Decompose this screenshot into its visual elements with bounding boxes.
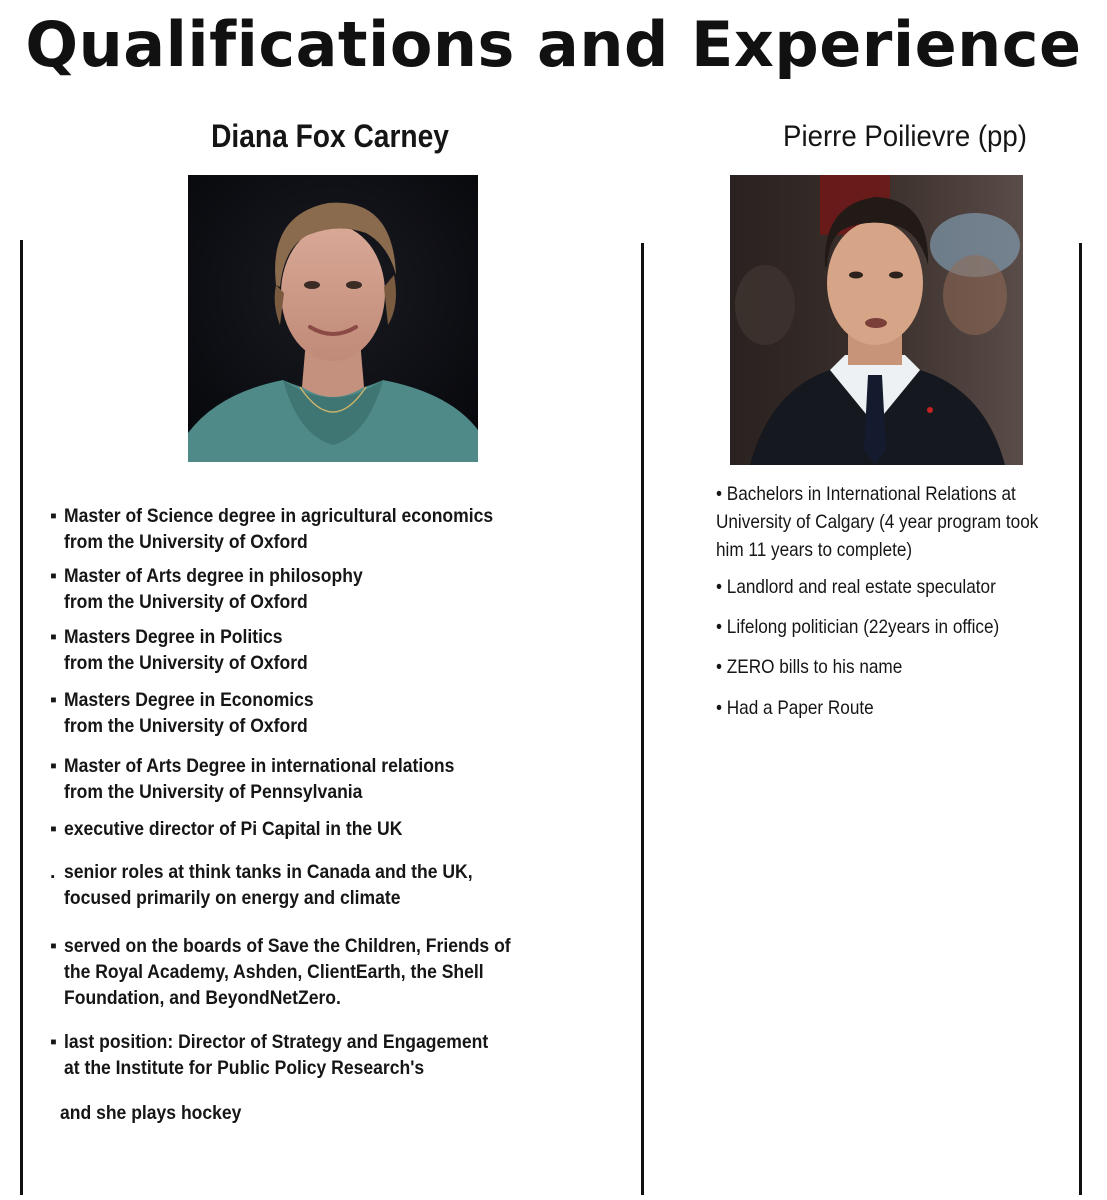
list-item: ▪ Master of Arts degree in philosophy from the University of Oxford: [50, 565, 363, 613]
list-item: • Lifelong politician (22years in office): [716, 616, 1000, 638]
left-portrait-photo: [188, 175, 478, 462]
list-item: ▪ last position: Director of Strategy and Engagement at the Institute for Public Policy Research's: [50, 1031, 489, 1079]
left-footer-note: and she plays hockey: [60, 1102, 242, 1124]
list-item: ▪ served on the boards of Save the Children, Friends of the Royal Academy, Ashden, ClientEarth, the Shell Foundation, and BeyondNetZero.: [50, 935, 511, 1009]
list-item: • Landlord and real estate speculator: [716, 576, 996, 598]
left-border-line: [20, 240, 23, 1195]
list-item: ▪ Master of Science degree in agricultural economics from the University of Oxford: [50, 505, 494, 553]
right-portrait-photo: [730, 175, 1023, 465]
list-item: • ZERO bills to his name: [716, 656, 903, 678]
list-item: ▪ executive director of Pi Capital in the UK: [50, 818, 403, 840]
list-item: • Had a Paper Route: [716, 697, 874, 719]
list-item: . senior roles at think tanks in Canada and the UK, focused primarily on energy and climate: [50, 861, 473, 909]
right-person-name: Pierre Poilievre (pp): [783, 120, 1027, 153]
left-person-name: Diana Fox Carney: [211, 118, 449, 154]
list-item: • Bachelors in International Relations at University of Calgary (4 year program took him 11 years to complete): [716, 483, 1039, 561]
list-item: ▪ Masters Degree in Economics from the University of Oxford: [50, 689, 314, 737]
list-item: ▪ Masters Degree in Politics from the University of Oxford: [50, 626, 308, 674]
center-divider-line: [641, 243, 644, 1195]
page-title: Qualifications and Experience: [25, 8, 1082, 81]
list-item: ▪ Master of Arts Degree in international relations from the University of Pennsylvania: [50, 755, 455, 803]
